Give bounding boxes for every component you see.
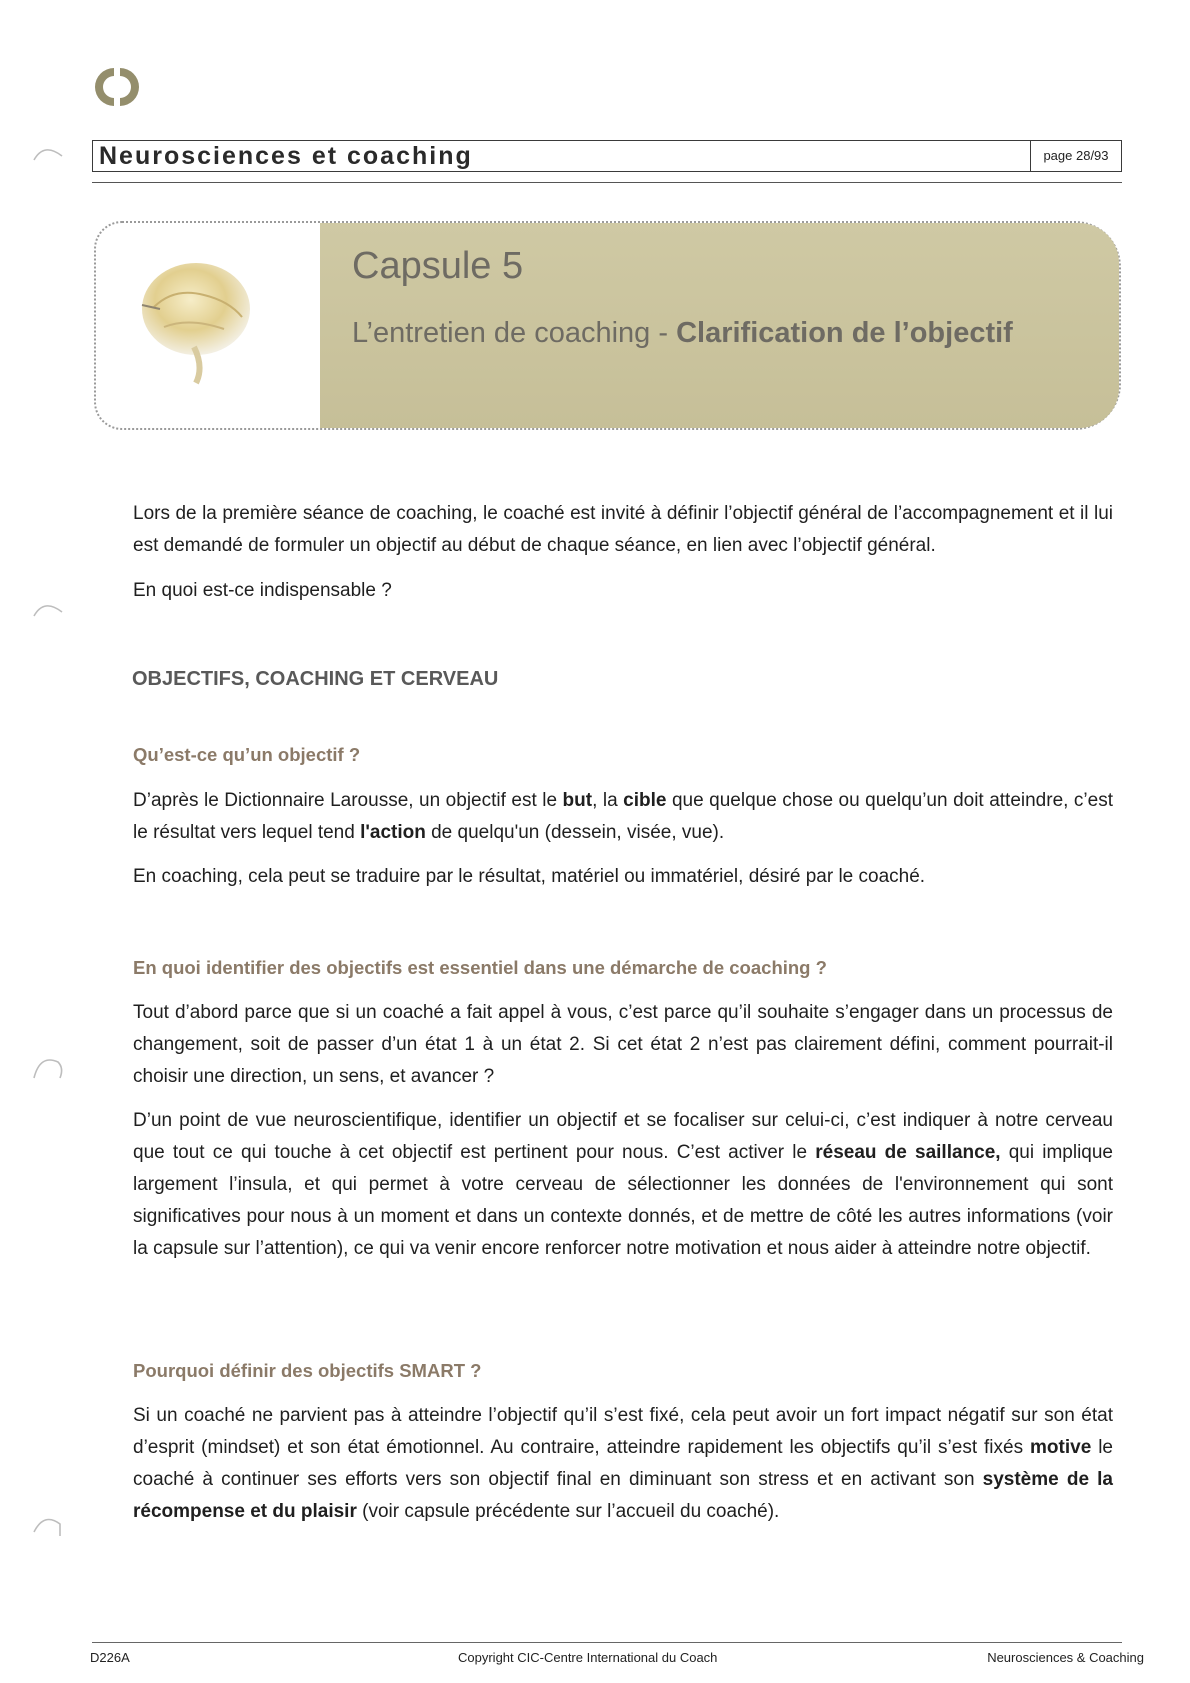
paragraph: En coaching, cela peut se traduire par le résultat, matériel ou immatériel, désiré par le coaché. [133, 866, 926, 887]
brain-illustration [134, 247, 264, 387]
footer-code: D226A [90, 1650, 130, 1665]
intro-block [133, 498, 1113, 620]
page-number: page 28/93 [1030, 141, 1121, 171]
header-divider [92, 182, 1122, 183]
capsule-subtitle-part: L’entretien de coaching - [352, 317, 677, 349]
document-title: Neurosciences et coaching [99, 142, 473, 170]
paragraph: Tout d’abord parce que si un coaché a fait appel à vous, c’est parce qu’il souhaite s’engager dans un processus de changement, soit de passer d’un état 1 à un état 2. Si cet état 2 n’est pas clairement défini, comment pourrait-il choisir une direction, un sens, et avancer ? [133, 1002, 1113, 1087]
footer-title: Neurosciences & Coaching [987, 1650, 1144, 1665]
capsule-subtitle-emphasis: Clarification de l’objectif [676, 317, 1013, 349]
subsection-heading: Qu’est-ce qu’un objectif ? [133, 744, 361, 765]
subsection-body [133, 785, 1113, 905]
punch-hole-mark [30, 596, 66, 626]
punch-hole-mark [30, 1052, 66, 1082]
subsection-body [133, 1400, 1113, 1540]
paragraph: Si un coaché ne parvient pas à atteindre l’objectif qu’il s’est fixé, cela peut avoir un fort impact négatif sur son état d’esprit (mindset) et son état émotionnel. Au contraire, atteindre rapidement les objectifs qu’il s’est fixés motive le coaché à continuer ses efforts vers son objectif final en diminuant son stress et en activant son système de la récompense et du plaisir (voir capsule précédente sur l’accueil du coaché). [133, 1405, 1113, 1522]
document-header [92, 140, 1122, 172]
brand-logo [92, 62, 142, 112]
punch-hole-mark [30, 1510, 66, 1540]
capsule-subtitle [352, 315, 1013, 351]
section-heading: OBJECTIFS, COACHING ET CERVEAU [132, 668, 499, 690]
intro-question: En quoi est-ce indispensable ? [133, 580, 392, 601]
subsection-heading: En quoi identifier des objectifs est essentiel dans une démarche de coaching ? [133, 957, 827, 978]
punch-hole-mark [30, 140, 66, 170]
capsule-title: Capsule 5 [352, 245, 524, 287]
subsection-body [133, 997, 1113, 1277]
paragraph: D’après le Dictionnaire Larousse, un objectif est le but, la cible que quelque chose ou quelqu’un doit atteindre, c’est le résultat vers lequel tend l'action de quelqu'un (dessein, visée, vue). [133, 790, 1113, 843]
intro-paragraph: Lors de la première séance de coaching, le coaché est invité à définir l’objectif général de l’accompagnement et il lui est demandé de formuler un objectif au début de chaque séance, en lien avec l’objectif général. [133, 503, 1113, 556]
footer-copyright: Copyright CIC-Centre International du Coach [458, 1650, 718, 1665]
footer-divider [92, 1642, 1122, 1643]
paragraph: D’un point de vue neuroscientifique, identifier un objectif et se focaliser sur celui-ci, c’est indiquer à notre cerveau que tout ce qui touche à cet objectif est pertinent pour nous. C’est activer le réseau de saillance, qui implique largement l’insula, et qui permet à votre cerveau de sélectionner les données de l'environnement qui sont significatives pour nous à un moment et dans un contexte donnés, et de mettre de côté les autres informations (voir la capsule sur l’attention), ce qui va venir encore renforcer notre motivation et nous aider à atteindre notre objectif. [133, 1110, 1113, 1259]
subsection-heading: Pourquoi définir des objectifs SMART ? [133, 1360, 482, 1381]
